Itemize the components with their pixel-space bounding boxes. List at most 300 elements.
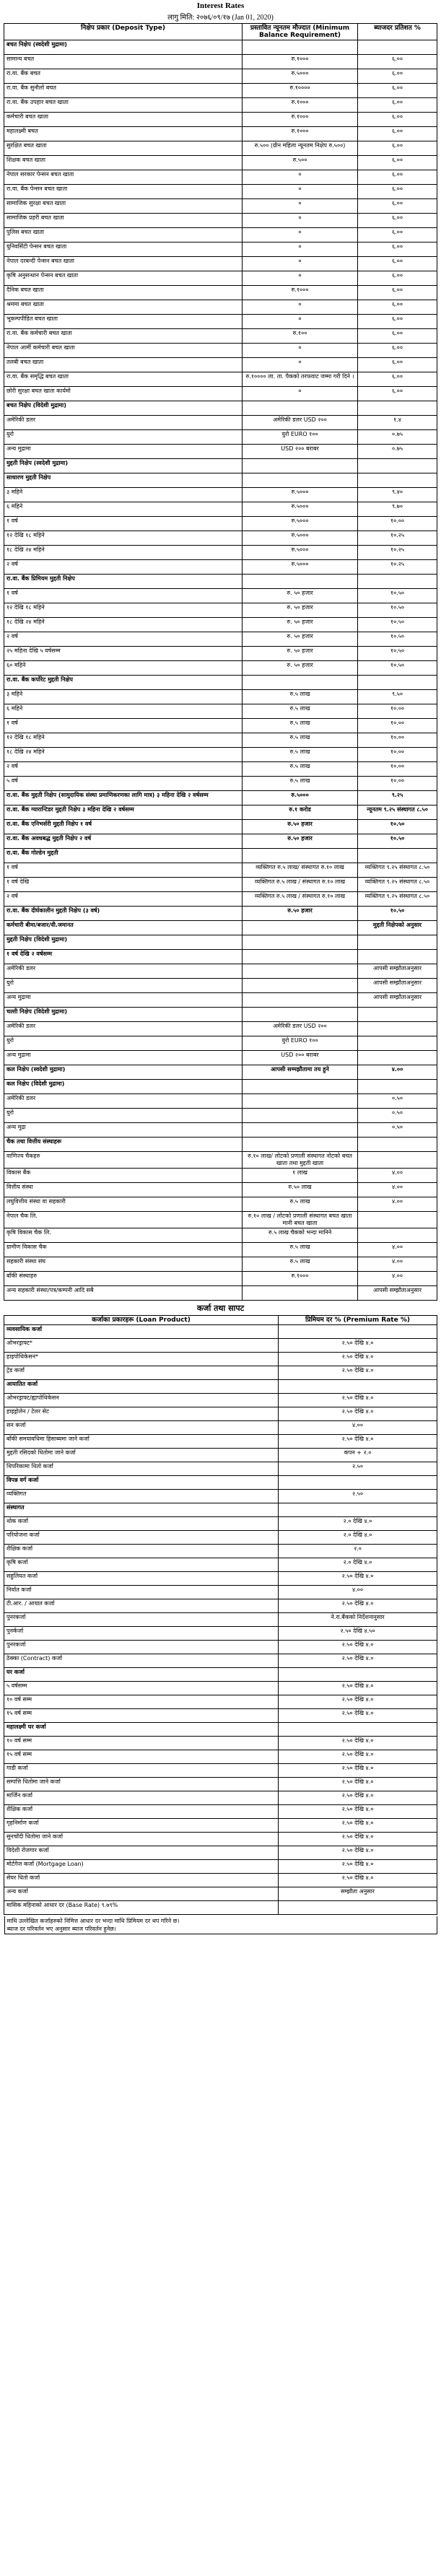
deposit-section-row: [4, 935, 437, 950]
min-balance-cell: रु. ५० हजार: [243, 632, 358, 647]
loan-row: [4, 1709, 437, 1723]
premium-rate-cell: [279, 1668, 437, 1682]
min-balance-cell: रु.५ लाख: [243, 1197, 358, 1212]
rate-cell: [358, 575, 437, 589]
deposit-row: [4, 603, 437, 618]
loan-product-cell: हाइपोथिकेसन*: [4, 1353, 279, 1366]
deposit-row: [4, 1272, 437, 1286]
min-balance-cell: [243, 993, 358, 1008]
premium-rate-cell: २.५० देखि ४.०: [279, 1860, 437, 1874]
min-balance-cell: रु.५०००: [243, 546, 358, 560]
min-balance-cell: रु.१००: [243, 329, 358, 344]
rate-cell: १०.५०: [358, 907, 437, 921]
loan-product-cell: १० वर्ष सम्म: [4, 1737, 279, 1750]
min-balance-cell: १ लाख: [243, 1169, 358, 1183]
rate-cell: ९.४०: [358, 488, 437, 502]
loan-section-title: कर्जा तथा सापट: [196, 1304, 245, 1313]
deposit-type-cell: रा.वा. बैंक एनिभर्सरी मुद्दती निक्षेप १ वर्ष: [4, 820, 243, 834]
rate-cell: ६.००: [358, 199, 437, 214]
deposit-row: [4, 892, 437, 907]
deposit-row: [4, 141, 437, 156]
rate-cell: [358, 676, 437, 690]
deposit-type-cell: कर्मचारी बीमा/बजार/वी.जमानत: [4, 921, 243, 935]
loan-product-cell: निर्यात कर्जा: [4, 1586, 279, 1599]
deposit-type-cell: अमेरिकी डलर: [4, 1094, 243, 1109]
loan-product-cell: सेयर धितो कर्जा: [4, 1874, 279, 1887]
rate-cell: [358, 401, 437, 416]
rate-cell: [358, 1228, 437, 1243]
deposit-type-cell: रा.वा. बैंक सुनौलो बचत: [4, 84, 243, 98]
rate-cell: १०.००: [358, 704, 437, 719]
premium-rate-cell: २.५० देखि ४.०: [279, 1819, 437, 1833]
deposit-row: [4, 834, 437, 849]
rate-cell: १०.५०: [358, 603, 437, 618]
loan-row: [4, 1805, 437, 1819]
deposit-type-cell: अन्य मुद्रामा: [4, 445, 243, 459]
rate-cell: १०.००: [358, 748, 437, 762]
deposit-row: [4, 315, 437, 329]
premium-rate-cell: २.५० देखि ४.०: [279, 1737, 437, 1750]
min-balance-cell: रु.५०००: [243, 531, 358, 546]
min-balance-cell: [243, 935, 358, 950]
loan-row: [4, 1586, 437, 1599]
loan-row: [4, 1394, 437, 1407]
min-balance-cell: [243, 950, 358, 964]
deposit-type-cell: २ वर्ष: [4, 762, 243, 777]
min-balance-cell: रु. ५० हजार: [243, 603, 358, 618]
loan-product-cell: ट्रेड कर्जा: [4, 1366, 279, 1380]
deposit-type-cell: १८ देखि २४ महिने: [4, 618, 243, 632]
loan-product-cell: विदेशी रोजगार कर्जा: [4, 1846, 279, 1860]
premium-rate-cell: २.५० देखि ४.०: [279, 1435, 437, 1449]
premium-rate-cell: २.० देखि ४.०: [279, 1517, 437, 1531]
footnotes: [4, 1916, 437, 1934]
rate-cell: ४.००: [358, 1197, 437, 1212]
deposit-type-cell: अमेरिकी डलर: [4, 1022, 243, 1036]
deposit-type-cell: ६ महिने: [4, 704, 243, 719]
loan-row: [4, 1531, 437, 1545]
deposit-row: [4, 1036, 437, 1051]
rate-cell: ६.००: [358, 185, 437, 199]
deposit-row: [4, 820, 437, 834]
rate-cell: ०.५०: [358, 1094, 437, 1109]
deposit-row: [4, 387, 437, 401]
rate-cell: ६.००: [358, 271, 437, 286]
rate-cell: १०.५०: [358, 661, 437, 676]
deposit-row: [4, 286, 437, 300]
deposit-row: [4, 199, 437, 214]
loan-product-cell: कृषि कर्जा: [4, 1558, 279, 1572]
loan-row: [4, 1874, 437, 1887]
deposit-row: [4, 185, 437, 199]
min-balance-cell: युरो EURO १००: [243, 430, 358, 445]
premium-rate-cell: ४.००: [279, 1586, 437, 1599]
premium-rate-cell: २.५० देखि ४.०: [279, 1695, 437, 1709]
min-balance-cell: अमेरिकी डलर USD २००: [243, 416, 358, 430]
deposit-row: [4, 762, 437, 777]
min-balance-cell: ०: [243, 300, 358, 315]
rate-cell: ६.००: [358, 113, 437, 127]
min-balance-cell: ०: [243, 228, 358, 243]
rate-cell: ६.००: [358, 98, 437, 113]
deposit-row: [4, 488, 437, 502]
deposit-row: [4, 1243, 437, 1257]
premium-rate-cell: २.० देखि ४.०: [279, 1558, 437, 1572]
deposit-type-cell: रा.वा. बैंक अवधबद्ध मुद्दती निक्षेप २ वर्ष: [4, 834, 243, 849]
min-balance-cell: व्यक्तिगत रु.५ लाख / संस्थागत रु.१० लाख: [243, 892, 358, 907]
deposit-type-cell: ग्रामीण विकास चैक: [4, 1243, 243, 1257]
premium-rate-cell: २.५० देखि ४.०: [279, 1407, 437, 1421]
premium-rate-cell: [279, 1503, 437, 1517]
premium-rate-cell: २.५० देखि ४.०: [279, 1394, 437, 1407]
loan-product-cell: गृहनिर्माण कर्जा: [4, 1819, 279, 1833]
loan-section-row: [4, 1325, 437, 1339]
loan-product-cell: टी.आर. / आयात कर्जा: [4, 1599, 279, 1613]
premium-rate-cell: २.५० देखि ४.०: [279, 1805, 437, 1819]
rate-cell: [358, 1212, 437, 1228]
loan-product-cell: गाडी कर्जा: [4, 1764, 279, 1778]
loan-section-row: [4, 1723, 437, 1737]
deposit-type-cell: कृषि अनुसन्धान पेन्सन बचत खाता: [4, 271, 243, 286]
deposit-type-cell: रा.वा. बैंक उपहार बचत खाता: [4, 98, 243, 113]
section-label: कल निक्षेप (विदेशी मुद्रामा): [4, 1080, 243, 1094]
deposit-type-cell: २ वर्ष: [4, 892, 243, 907]
rate-cell: आपसी सम्झौताअनुसार: [358, 993, 437, 1008]
premium-rate-cell: [279, 1325, 437, 1339]
rate-cell: १०.५०: [358, 647, 437, 661]
premium-rate-cell: २.५० देखि ४.०: [279, 1709, 437, 1723]
premium-rate-cell: [279, 1476, 437, 1490]
deposit-row: [4, 69, 437, 84]
loan-row: [4, 1462, 437, 1476]
min-balance-cell: रु. ५० हजार: [243, 618, 358, 632]
loan-product-cell: मासिक महिनाको आधार दर (Base Rate) ९.७९%: [4, 1901, 279, 1915]
loan-row: [4, 1819, 437, 1833]
premium-rate-cell: २.०: [279, 1545, 437, 1558]
deposit-type-cell: विकास बैंक: [4, 1169, 243, 1183]
deposit-type-cell: नेपाल चैक लि.: [4, 1212, 243, 1228]
min-balance-cell: व्यक्तिगत रु.५ लाख/ संस्थागत रु.१० लाख: [243, 863, 358, 878]
section-label: साधारण मुद्दती निक्षेप: [4, 473, 243, 488]
deposit-type-cell: युरो: [4, 1036, 243, 1051]
deposit-section-row: [4, 1008, 437, 1022]
deposit-type-cell: १ वर्ष: [4, 589, 243, 603]
premium-rate-cell: २.५० देखि ४.०: [279, 1750, 437, 1764]
section-label: चल्ती निक्षेप (विदेशी मुद्रामा): [4, 1008, 243, 1022]
section-label: रा.वा. बैंक गोल्डेन मुद्दती: [4, 849, 243, 863]
section-label: कल निक्षेप (स्वदेशी मुद्रामा): [4, 1065, 243, 1080]
rate-cell: १०.२५: [358, 531, 437, 546]
rate-cell: [358, 1022, 437, 1036]
loan-product-cell: धिपरिकामा धितो कर्जा: [4, 1462, 279, 1476]
min-balance-cell: [243, 575, 358, 589]
deposit-type-cell: सामाजिक प्रहरी बचत खाता: [4, 214, 243, 228]
deposit-row: [4, 1183, 437, 1197]
min-balance-cell: रु.१०००: [243, 286, 358, 300]
min-balance-cell: रु.५ लाख: [243, 777, 358, 791]
min-balance-cell: रु.५०००: [243, 560, 358, 575]
min-balance-cell: रु.५०००: [243, 69, 358, 84]
min-balance-cell: रु.५००: [243, 156, 358, 170]
min-balance-cell: [243, 964, 358, 979]
deposit-type-cell: तलबी बचत खाता: [4, 358, 243, 372]
min-balance-cell: रु.५० हजार: [243, 820, 358, 834]
rate-cell: [358, 1138, 437, 1152]
deposit-type-cell: नेपाल आर्मी कर्मचारी बचत खाता: [4, 344, 243, 358]
min-balance-cell: ०: [243, 185, 358, 199]
loan-row: [4, 1887, 437, 1901]
loan-product-cell: थोक कर्जा: [4, 1517, 279, 1531]
loan-product-cell: पुनर्कर्जा: [4, 1627, 279, 1641]
deposit-row: [4, 98, 437, 113]
loan-product-header: कर्जाका प्रकारहरू (Loan Product): [4, 1316, 279, 1325]
min-balance-cell: [243, 1109, 358, 1123]
deposit-type-cell: ३ महिने: [4, 690, 243, 704]
deposit-type-cell: अन्य मुद्रामा: [4, 1051, 243, 1065]
min-balance-cell: रु.५ लाख: [243, 719, 358, 733]
loan-row: [4, 1695, 437, 1709]
loan-table: [4, 1315, 437, 1915]
deposit-row: [4, 632, 437, 647]
deposit-row: [4, 863, 437, 878]
rate-cell: व्यक्तिगत ९.२५ संस्थागत ८.५०: [358, 892, 437, 907]
loan-section-row: [4, 1503, 437, 1517]
rate-cell: ६.००: [358, 372, 437, 387]
deposit-row: [4, 300, 437, 315]
rate-cell: ४.००: [358, 1183, 437, 1197]
deposit-type-cell: अन्य मुद्रा: [4, 1123, 243, 1138]
deposit-row: [4, 1197, 437, 1212]
loan-product-cell: पुनरकर्जा: [4, 1641, 279, 1654]
loan-product-cell: मार्जिन कर्जा: [4, 1791, 279, 1805]
deposit-section-row: [4, 575, 437, 589]
deposit-section-row: [4, 459, 437, 473]
loan-table-body: [4, 1325, 437, 1915]
premium-rate-cell: २.५० देखि ४.०: [279, 1654, 437, 1668]
rate-cell: आपसी सम्झौताअनुसार: [358, 1286, 437, 1301]
rate-cell: [358, 40, 437, 55]
deposit-type-cell: वाणिज्य चैकहरु: [4, 1152, 243, 1169]
section-label: आयातित कर्जा: [4, 1380, 279, 1394]
deposit-row: [4, 531, 437, 546]
min-balance-cell: [243, 459, 358, 473]
deposit-row: [4, 1152, 437, 1169]
rate-cell: १०.००: [358, 762, 437, 777]
loan-section-row: [4, 1476, 437, 1490]
deposit-table-header: [4, 24, 437, 40]
loan-row: [4, 1435, 437, 1449]
min-balance-cell: USD २०० बराबर: [243, 445, 358, 459]
loan-row: [4, 1641, 437, 1654]
rate-cell: १०.५०: [358, 618, 437, 632]
min-balance-cell: रु.१० लाख/ लोटको प्रणाली संस्थागत नोटको बचत खाता तथा मुद्दती खाता: [243, 1152, 358, 1169]
loan-row: [4, 1682, 437, 1695]
deposit-row: [4, 1169, 437, 1183]
premium-rate-cell: ४.००: [279, 1421, 437, 1435]
deposit-row: [4, 372, 437, 387]
premium-rate-cell: २.५० देखि ४.०: [279, 1366, 437, 1380]
page-title: Interest Rates: [196, 1, 245, 10]
rate-cell: [358, 935, 437, 950]
loan-section-row: [4, 1380, 437, 1394]
min-balance-cell: रु.५०००: [243, 502, 358, 517]
deposit-section-row: [4, 1080, 437, 1094]
min-balance-cell: रु.५ लाख: [243, 704, 358, 719]
deposit-row: [4, 979, 437, 993]
deposit-row: [4, 430, 437, 445]
min-balance-cell: रु.५ लाख: [243, 748, 358, 762]
deposit-section-row: [4, 40, 437, 55]
deposit-type-cell: रा.वा. बैंक ग्यारान्टिडर मुद्दती निक्षेप ३ महिना देखि २ वर्षसम्म: [4, 805, 243, 820]
section-label: बचत निक्षेप (विदेशी मुद्रामा): [4, 401, 243, 416]
min-balance-cell: रु.१० लाख / लोटको प्रणाली संस्थागत बचत खाता मानी बचत खाता: [243, 1212, 358, 1228]
deposit-row: [4, 1094, 437, 1109]
rate-cell: [358, 459, 437, 473]
rate-cell: १०.५०: [358, 834, 437, 849]
rate-cell: ६.००: [358, 69, 437, 84]
rate-cell: १०.००: [358, 517, 437, 531]
deposit-section-row: [4, 676, 437, 690]
section-label: रा.वा. बैंक प्रिमियम मुद्दती निक्षेप: [4, 575, 243, 589]
section-label: १ वर्ष देखि २ वर्षसम्म: [4, 950, 243, 964]
rate-cell: ४.००: [358, 1169, 437, 1183]
min-balance-cell: रु.५०००: [243, 488, 358, 502]
rate-cell: ६.००: [358, 257, 437, 271]
deposit-type-cell: सामाजिक सुरक्षा बचत खाता: [4, 199, 243, 214]
deposit-row: [4, 214, 437, 228]
rate-header: ब्याजदर प्रतिशत %: [358, 24, 437, 40]
loan-product-cell: ५ वर्षसम्म: [4, 1682, 279, 1695]
deposit-row: [4, 560, 437, 575]
loan-row: [4, 1791, 437, 1805]
deposit-type-cell: बाँकी संस्थाहरु: [4, 1272, 243, 1286]
min-balance-cell: [243, 473, 358, 488]
deposit-type-cell: नेपाल दरबन्दी पेन्सन बचत खाता: [4, 257, 243, 271]
premium-rate-cell: २.५० देखि ४.०: [279, 1339, 437, 1353]
deposit-section-row: [4, 473, 437, 488]
deposit-row: [4, 243, 437, 257]
deposit-type-cell: २ वर्ष: [4, 632, 243, 647]
deposit-type-cell: १ वर्ष: [4, 863, 243, 878]
min-balance-cell: रु. ५० हजार: [243, 589, 358, 603]
premium-rate-cell: [279, 1901, 437, 1915]
loan-row: [4, 1599, 437, 1613]
loan-product-cell: ओभरड्राफ्ट/ह्यापोथिकेसन: [4, 1394, 279, 1407]
section-label: संस्थागत: [4, 1503, 279, 1517]
deposit-row: [4, 228, 437, 243]
rate-cell: ४.००: [358, 1257, 437, 1272]
deposit-row: [4, 878, 437, 892]
min-balance-cell: ०: [243, 199, 358, 214]
rate-cell: ४.००: [358, 1243, 437, 1257]
section-label: चैक तथा वित्तीय संस्थाहरू: [4, 1138, 243, 1152]
deposit-type-cell: रा.वा. बैंक कर्मचारी बचत खाता: [4, 329, 243, 344]
deposit-type-cell: १ वर्ष देखि: [4, 878, 243, 892]
deposit-type-cell: युरो: [4, 1109, 243, 1123]
rate-cell: १०.००: [358, 777, 437, 791]
effective-date: लागु मिति: २०७६/०९/१७ (Jan 01, 2020): [167, 14, 274, 22]
rate-cell: १०.२५: [358, 546, 437, 560]
rate-cell: [358, 950, 437, 964]
deposit-type-cell: कर्मचारी बचत खाता: [4, 113, 243, 127]
min-balance-cell: रु.५ लाख: [243, 733, 358, 748]
footnote: ब्याज दर परिवर्तन भए अनुसार ब्याज परिवर्तन हुनेछ।: [6, 1926, 116, 1932]
min-balance-cell: [243, 40, 358, 55]
premium-rate-cell: ने.रा.बैंकको निर्देशनानुसार: [279, 1613, 437, 1627]
min-balance-cell: [243, 1080, 358, 1094]
premium-rate-cell: २.५० देखि ४.०: [279, 1353, 437, 1366]
deposit-row: [4, 993, 437, 1008]
loan-product-cell: सम्पत्ति धितोमा जाने कर्जा: [4, 1778, 279, 1791]
deposit-row: [4, 257, 437, 271]
min-balance-cell: [243, 849, 358, 863]
rate-cell: [358, 473, 437, 488]
loan-product-cell: शैक्षिक कर्जा: [4, 1545, 279, 1558]
min-balance-cell: अमेरिकी डलर USD २००: [243, 1022, 358, 1036]
loan-row: [4, 1339, 437, 1353]
rate-cell: [358, 849, 437, 863]
premium-rate-cell: [279, 1380, 437, 1394]
loan-product-cell: सुनचाँदी धितोमा जाने कर्जा: [4, 1833, 279, 1846]
min-balance-cell: ०: [243, 358, 358, 372]
deposit-row: [4, 1123, 437, 1138]
premium-rate-cell: २.५० देखि ४.०: [279, 1641, 437, 1654]
deposit-type-cell: १२ देखि १८ महिने: [4, 531, 243, 546]
min-balance-cell: रु.१ करोड: [243, 805, 358, 820]
min-balance-cell: व्यक्तिगत रु.५ लाख / संस्थागत रु.१० लाख: [243, 878, 358, 892]
deposit-type-cell: युरो: [4, 430, 243, 445]
loan-row: [4, 1737, 437, 1750]
deposit-row: [4, 964, 437, 979]
rate-cell: ६.००: [358, 387, 437, 401]
loan-product-cell: सन कर्जा: [4, 1421, 279, 1435]
min-balance-cell: रु.५ लाख: [243, 1243, 358, 1257]
rate-cell: ६.००: [358, 228, 437, 243]
deposit-row: [4, 791, 437, 805]
min-balance-cell: ०: [243, 214, 358, 228]
min-balance-cell: रु.५० हजार: [243, 834, 358, 849]
rate-cell: आपसी सम्झौताअनुसार: [358, 979, 437, 993]
deposit-type-cell: २५ महिना देखि ५ वर्षसम्म: [4, 647, 243, 661]
deposit-type-cell: रा.वा. बैंक दीर्घकालीन मुद्दती निक्षेप (३ वर्ष): [4, 907, 243, 921]
loan-product-cell: शैक्षिक कर्जा: [4, 1805, 279, 1819]
rate-cell: व्यक्तिगत ९.२५ संस्थागत ८.५०: [358, 863, 437, 878]
loan-product-cell: पुनरकर्जा: [4, 1613, 279, 1627]
min-balance-cell: ०: [243, 243, 358, 257]
loan-product-cell: सहुलियत कर्जा: [4, 1572, 279, 1586]
section-label: विपन्न वर्ग कर्जा: [4, 1476, 279, 1490]
loan-product-cell: १५ वर्ष सम्म: [4, 1709, 279, 1723]
deposit-row: [4, 344, 437, 358]
deposit-type-cell: सामान्य बचत: [4, 55, 243, 69]
rate-cell: १०.००: [358, 719, 437, 733]
rate-cell: ६.००: [358, 156, 437, 170]
deposit-row: [4, 517, 437, 531]
rate-cell: ६.००: [358, 127, 437, 141]
section-label: मुद्दती निक्षेप (विदेशी मुद्रामा): [4, 935, 243, 950]
loan-row: [4, 1613, 437, 1627]
min-balance-cell: [243, 1286, 358, 1301]
min-balance-cell: [243, 1008, 358, 1022]
deposit-section-row: [4, 401, 437, 416]
loan-row: [4, 1558, 437, 1572]
min-balance-cell: ०: [243, 170, 358, 185]
premium-rate-cell: २.५० देखि ४.५०: [279, 1627, 437, 1641]
min-balance-cell: रु. ५० हजार: [243, 647, 358, 661]
loan-row: [4, 1627, 437, 1641]
deposit-section-row: [4, 1138, 437, 1152]
deposit-type-cell: भूकम्पपीडित बचत खाता: [4, 315, 243, 329]
